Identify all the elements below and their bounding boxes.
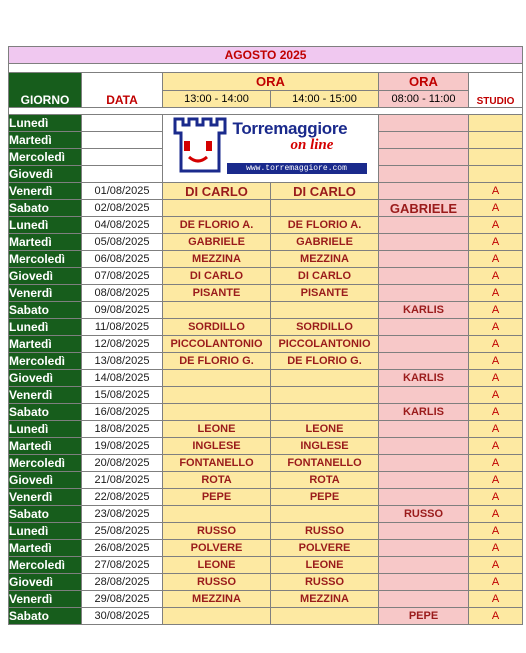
slot1-cell: SORDILLO (163, 319, 271, 336)
slot3-cell (379, 574, 469, 591)
day-cell: Giovedì (9, 268, 82, 285)
day-cell: Mercoledì (9, 557, 82, 574)
schedule-row (9, 251, 523, 268)
date-cell: 15/08/2025 (82, 387, 163, 404)
day-cell: Martedì (9, 438, 82, 455)
studio-cell: A (469, 387, 523, 404)
studio-cell: A (469, 285, 523, 302)
date-cell: 09/08/2025 (82, 302, 163, 319)
header-slot-08-11: 08:00 - 11:00 (379, 91, 469, 108)
slot2-cell: PEPE (271, 489, 379, 506)
slot2-cell: SORDILLO (271, 319, 379, 336)
date-cell: 16/08/2025 (82, 404, 163, 421)
slot1-cell: INGLESE (163, 438, 271, 455)
slot3-cell (379, 387, 469, 404)
slot3-cell (379, 217, 469, 234)
slot1-cell: POLVERE (163, 540, 271, 557)
logo-cell (163, 115, 379, 183)
date-cell (82, 166, 163, 183)
slot3-cell (379, 438, 469, 455)
schedule-sheet (8, 46, 522, 625)
schedule-row (9, 353, 523, 370)
studio-cell: A (469, 370, 523, 387)
day-cell: Giovedì (9, 370, 82, 387)
slot2-cell: POLVERE (271, 540, 379, 557)
day-cell: Venerdì (9, 591, 82, 608)
slot2-cell: MEZZINA (271, 591, 379, 608)
schedule-row (9, 506, 523, 523)
header-giorno: GIORNO (9, 73, 82, 108)
studio-cell (469, 149, 523, 166)
date-cell (82, 149, 163, 166)
day-cell: Sabato (9, 200, 82, 217)
day-cell: Mercoledì (9, 455, 82, 472)
studio-cell: A (469, 200, 523, 217)
studio-cell: A (469, 268, 523, 285)
schedule-row (9, 608, 523, 625)
slot1-cell: GABRIELE (163, 234, 271, 251)
slot1-cell: DI CARLO (163, 183, 271, 200)
date-cell: 25/08/2025 (82, 523, 163, 540)
slot1-cell: DE FLORIO A. (163, 217, 271, 234)
slot3-cell: KARLIS (379, 404, 469, 421)
date-cell: 08/08/2025 (82, 285, 163, 302)
slot1-cell: MEZZINA (163, 251, 271, 268)
header-ora-morning: ORA (379, 73, 469, 91)
studio-cell: A (469, 489, 523, 506)
schedule-row (9, 540, 523, 557)
slot3-cell: KARLIS (379, 302, 469, 319)
slot3-cell (379, 455, 469, 472)
studio-cell: A (469, 302, 523, 319)
schedule-row (9, 523, 523, 540)
slot2-cell: LEONE (271, 421, 379, 438)
day-cell: Martedì (9, 336, 82, 353)
slot2-cell: LEONE (271, 557, 379, 574)
studio-cell: A (469, 455, 523, 472)
schedule-row (9, 387, 523, 404)
slot2-cell: RUSSO (271, 523, 379, 540)
slot3-cell (379, 472, 469, 489)
logo-title: Torremaggiore (232, 118, 348, 138)
slot1-cell (163, 404, 271, 421)
slot3-cell (379, 421, 469, 438)
studio-cell: A (469, 217, 523, 234)
date-cell: 19/08/2025 (82, 438, 163, 455)
day-cell: Giovedì (9, 472, 82, 489)
slot1-cell: PEPE (163, 489, 271, 506)
slot2-cell (271, 200, 379, 217)
date-cell: 11/08/2025 (82, 319, 163, 336)
slot3-cell (379, 591, 469, 608)
schedule-row (9, 336, 523, 353)
date-cell (82, 132, 163, 149)
day-cell: Lunedì (9, 217, 82, 234)
slot1-cell (163, 387, 271, 404)
slot1-cell (163, 370, 271, 387)
schedule-row (9, 302, 523, 319)
slot2-cell: PISANTE (271, 285, 379, 302)
day-cell: Martedì (9, 540, 82, 557)
slot2-cell (271, 506, 379, 523)
studio-cell: A (469, 421, 523, 438)
logo-tagline: on line (290, 136, 334, 153)
date-cell: 22/08/2025 (82, 489, 163, 506)
schedule-row (9, 557, 523, 574)
day-cell: Mercoledì (9, 353, 82, 370)
day-cell: Venerdì (9, 183, 82, 200)
slot2-cell: DI CARLO (271, 183, 379, 200)
studio-cell: A (469, 404, 523, 421)
day-cell: Martedì (9, 234, 82, 251)
date-cell: 28/08/2025 (82, 574, 163, 591)
studio-cell: A (469, 557, 523, 574)
slot3-cell: PEPE (379, 608, 469, 625)
date-cell: 07/08/2025 (82, 268, 163, 285)
logo-url: www.torremaggiore.com (227, 163, 367, 174)
slot2-cell (271, 370, 379, 387)
slot2-cell (271, 608, 379, 625)
date-cell: 13/08/2025 (82, 353, 163, 370)
schedule-row (9, 217, 523, 234)
header-studio: STUDIO (469, 73, 523, 108)
slot1-cell: FONTANELLO (163, 455, 271, 472)
day-cell: Lunedì (9, 523, 82, 540)
slot3-cell (379, 523, 469, 540)
schedule-table (8, 46, 523, 625)
slot1-cell: LEONE (163, 557, 271, 574)
studio-cell: A (469, 591, 523, 608)
slot1-cell: RUSSO (163, 574, 271, 591)
slot3-cell (379, 268, 469, 285)
slot3-cell: RUSSO (379, 506, 469, 523)
slot3-cell (379, 183, 469, 200)
slot3-cell (379, 132, 469, 149)
slot3-cell (379, 557, 469, 574)
studio-cell: A (469, 506, 523, 523)
slot3-cell (379, 234, 469, 251)
schedule-row (9, 489, 523, 506)
studio-cell: A (469, 608, 523, 625)
schedule-row (9, 183, 523, 200)
slot2-cell: DE FLORIO A. (271, 217, 379, 234)
studio-cell: A (469, 234, 523, 251)
slot1-cell: DE FLORIO G. (163, 353, 271, 370)
day-cell: Sabato (9, 404, 82, 421)
schedule-row (9, 591, 523, 608)
slot2-cell: ROTA (271, 472, 379, 489)
header-data: DATA (82, 73, 163, 108)
slot2-cell: FONTANELLO (271, 455, 379, 472)
slot2-cell: INGLESE (271, 438, 379, 455)
date-cell: 01/08/2025 (82, 183, 163, 200)
schedule-row (9, 438, 523, 455)
date-cell: 12/08/2025 (82, 336, 163, 353)
schedule-row (9, 404, 523, 421)
day-cell: Martedì (9, 132, 82, 149)
spacer (9, 108, 523, 115)
slot3-cell (379, 489, 469, 506)
slot3-cell (379, 115, 469, 132)
slot1-cell: PICCOLANTONIO (163, 336, 271, 353)
day-cell: Giovedì (9, 574, 82, 591)
day-cell: Lunedì (9, 421, 82, 438)
slot1-cell (163, 302, 271, 319)
studio-cell: A (469, 251, 523, 268)
slot1-cell (163, 200, 271, 217)
day-cell: Mercoledì (9, 149, 82, 166)
studio-cell: A (469, 336, 523, 353)
day-cell: Mercoledì (9, 251, 82, 268)
slot2-cell (271, 387, 379, 404)
header-slot-13-14: 13:00 - 14:00 (163, 91, 271, 108)
day-cell: Lunedì (9, 115, 82, 132)
date-cell: 27/08/2025 (82, 557, 163, 574)
day-cell: Sabato (9, 302, 82, 319)
day-cell: Giovedì (9, 166, 82, 183)
date-cell: 23/08/2025 (82, 506, 163, 523)
studio-cell: A (469, 319, 523, 336)
day-cell: Sabato (9, 608, 82, 625)
schedule-row (9, 472, 523, 489)
date-cell: 26/08/2025 (82, 540, 163, 557)
slot3-cell (379, 285, 469, 302)
slot2-cell: GABRIELE (271, 234, 379, 251)
studio-cell: A (469, 438, 523, 455)
month-title: AGOSTO 2025 (9, 47, 523, 64)
date-cell: 06/08/2025 (82, 251, 163, 268)
slot1-cell: DI CARLO (163, 268, 271, 285)
slot1-cell (163, 506, 271, 523)
date-cell (82, 115, 163, 132)
schedule-row (9, 268, 523, 285)
slot2-cell: MEZZINA (271, 251, 379, 268)
slot2-cell (271, 404, 379, 421)
schedule-row (9, 234, 523, 251)
slot1-cell: PISANTE (163, 285, 271, 302)
slot1-cell: RUSSO (163, 523, 271, 540)
day-cell: Venerdì (9, 285, 82, 302)
header-ora-afternoon: ORA (163, 73, 379, 91)
header-slot-14-15: 14:00 - 15:00 (271, 91, 379, 108)
slot2-cell: DI CARLO (271, 268, 379, 285)
date-cell: 20/08/2025 (82, 455, 163, 472)
slot2-cell: RUSSO (271, 574, 379, 591)
day-cell: Venerdì (9, 387, 82, 404)
torremaggiore-logo (171, 117, 371, 181)
studio-cell (469, 132, 523, 149)
schedule-row (9, 421, 523, 438)
date-cell: 14/08/2025 (82, 370, 163, 387)
studio-cell: A (469, 540, 523, 557)
slot1-cell: MEZZINA (163, 591, 271, 608)
date-cell: 02/08/2025 (82, 200, 163, 217)
date-cell: 05/08/2025 (82, 234, 163, 251)
slot3-cell (379, 336, 469, 353)
slot1-cell (163, 608, 271, 625)
studio-cell: A (469, 574, 523, 591)
studio-cell (469, 115, 523, 132)
date-cell: 21/08/2025 (82, 472, 163, 489)
date-cell: 04/08/2025 (82, 217, 163, 234)
studio-cell: A (469, 183, 523, 200)
slot3-cell (379, 251, 469, 268)
day-cell: Sabato (9, 506, 82, 523)
studio-cell (469, 166, 523, 183)
slot2-cell: PICCOLANTONIO (271, 336, 379, 353)
slot3-cell (379, 540, 469, 557)
slot3-cell: GABRIELE (379, 200, 469, 217)
slot3-cell (379, 353, 469, 370)
schedule-row (9, 200, 523, 217)
schedule-row (9, 574, 523, 591)
slot3-cell (379, 319, 469, 336)
slot1-cell: ROTA (163, 472, 271, 489)
slot2-cell: DE FLORIO G. (271, 353, 379, 370)
studio-cell: A (469, 353, 523, 370)
date-cell: 29/08/2025 (82, 591, 163, 608)
schedule-row (9, 370, 523, 387)
studio-cell: A (469, 523, 523, 540)
schedule-row (9, 319, 523, 336)
slot1-cell: LEONE (163, 421, 271, 438)
date-cell: 30/08/2025 (82, 608, 163, 625)
slot3-cell (379, 166, 469, 183)
schedule-row (9, 285, 523, 302)
slot2-cell (271, 302, 379, 319)
date-cell: 18/08/2025 (82, 421, 163, 438)
slot3-cell (379, 149, 469, 166)
slot3-cell: KARLIS (379, 370, 469, 387)
studio-cell: A (469, 472, 523, 489)
day-cell: Lunedì (9, 319, 82, 336)
day-cell: Venerdì (9, 489, 82, 506)
spacer (9, 64, 523, 73)
schedule-row (9, 455, 523, 472)
